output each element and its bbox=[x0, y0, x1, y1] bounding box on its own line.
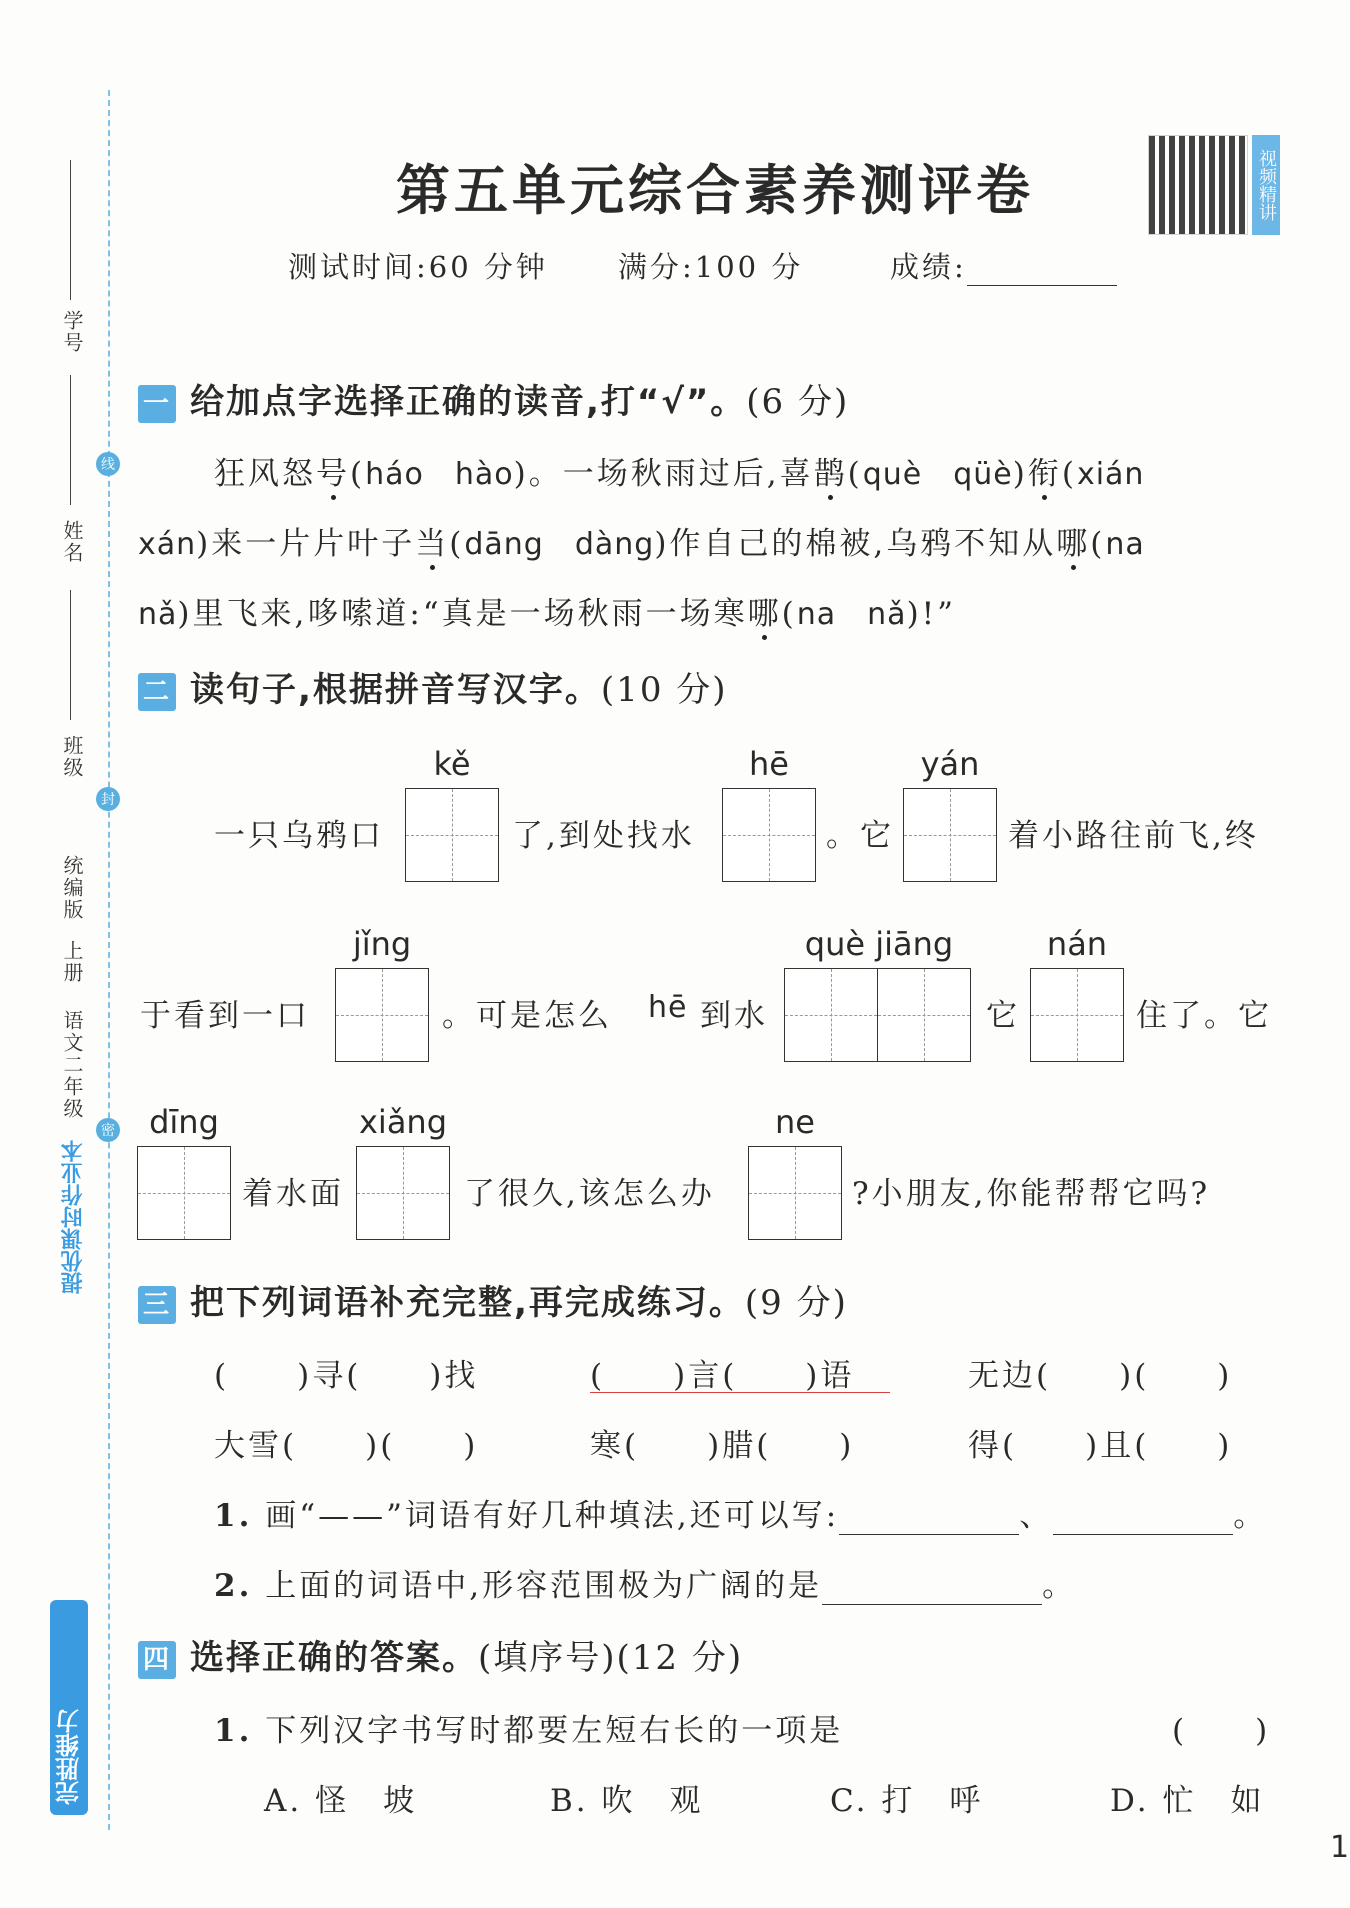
class-line-top bbox=[70, 590, 71, 720]
pinyin-he: hē bbox=[749, 745, 789, 783]
idiom-6[interactable]: 得( )且( ) bbox=[968, 1428, 1233, 1464]
pinyin-ne: ne bbox=[775, 1103, 815, 1141]
s2-text: 着小路往前飞,终 bbox=[1008, 818, 1259, 854]
s1-text: )。一场秋雨过后,喜 bbox=[513, 456, 814, 492]
s1-dotted-char: 鹊 bbox=[813, 456, 848, 492]
s1-dotted-char: 衔 bbox=[1027, 456, 1062, 492]
char-box-he[interactable] bbox=[722, 788, 816, 882]
s2-text: 到水 bbox=[700, 998, 768, 1034]
s1-pinyin-options[interactable]: nǎ bbox=[138, 597, 178, 632]
idiom-4[interactable]: 大雪( )( ) bbox=[214, 1428, 479, 1464]
name-label: 姓名 bbox=[60, 520, 84, 564]
s1-dotted-char: 当 bbox=[415, 526, 450, 562]
s2-text: 住了。它 bbox=[1136, 998, 1272, 1034]
s1-line-3 bbox=[138, 588, 956, 633]
s1-text: )来一片片叶子 bbox=[196, 526, 416, 562]
s1-paren: ( bbox=[1090, 526, 1106, 562]
s1-pinyin-options[interactable]: dāng dàng bbox=[464, 527, 655, 562]
seal-line-marker: 线 bbox=[96, 452, 120, 476]
qr-code[interactable] bbox=[1148, 135, 1248, 235]
section-3-number: 三 bbox=[138, 1286, 176, 1324]
s2-text: 。可是怎么 bbox=[442, 998, 612, 1034]
s3-q1-separator: 、 bbox=[1019, 1498, 1054, 1534]
s4-q1-text: 下列汉字书写时都要左短右长的一项是 bbox=[265, 1713, 844, 1749]
option-b[interactable]: B. 吹 观 bbox=[550, 1783, 704, 1819]
s3-question-1 bbox=[214, 1490, 1267, 1535]
s1-pinyin-options[interactable]: xán bbox=[138, 527, 197, 562]
char-box-ding[interactable] bbox=[137, 1146, 231, 1240]
char-box-jiang[interactable] bbox=[877, 968, 971, 1062]
binding-dashed-line bbox=[108, 90, 110, 1830]
section-3-heading bbox=[138, 1275, 848, 1324]
char-box-jing[interactable] bbox=[335, 968, 429, 1062]
s1-line-1 bbox=[214, 448, 1144, 493]
score-text: 成绩: bbox=[890, 250, 967, 284]
char-box-que[interactable] bbox=[784, 968, 878, 1062]
s3-q1-end: 。 bbox=[1233, 1498, 1268, 1534]
s3-q2-end: 。 bbox=[1042, 1568, 1077, 1604]
pinyin-yan: yán bbox=[920, 745, 980, 783]
s1-dotted-char: 哪 bbox=[1056, 526, 1091, 562]
pinyin-que-jiang: què jiāng bbox=[804, 925, 954, 963]
idiom-5[interactable]: 寒( )腊( ) bbox=[590, 1428, 855, 1464]
s2-text: 。它 bbox=[826, 818, 894, 854]
section-2-number: 二 bbox=[138, 673, 176, 711]
section-3-points: (9 分) bbox=[744, 1283, 848, 1323]
section-1-heading bbox=[138, 374, 849, 423]
section-4-title: 选择正确的答案。 bbox=[190, 1638, 478, 1678]
pinyin-ding: dīng bbox=[149, 1103, 219, 1141]
char-box-nan[interactable] bbox=[1030, 968, 1124, 1062]
score-label bbox=[890, 245, 1117, 286]
option-a[interactable]: A. 怪 坡 bbox=[264, 1783, 418, 1819]
page-number: 1 bbox=[1330, 1830, 1350, 1865]
s2-text: 着水面 bbox=[242, 1176, 344, 1212]
name-line-top bbox=[70, 375, 71, 505]
brand-logo: 完胜维力 bbox=[50, 1600, 88, 1815]
volume-label: 上册 bbox=[60, 940, 84, 984]
s1-paren: ( bbox=[1061, 456, 1077, 492]
section-2-heading bbox=[138, 662, 728, 711]
s2-text: 一只乌鸦口 bbox=[214, 818, 384, 854]
s3-question-2 bbox=[214, 1560, 1076, 1605]
section-1-number: 一 bbox=[138, 385, 176, 423]
edition-label: 统编版 bbox=[60, 855, 84, 921]
s1-paren: ( bbox=[449, 526, 465, 562]
char-box-xiang[interactable] bbox=[356, 1146, 450, 1240]
idiom-2-underline bbox=[590, 1392, 890, 1393]
s1-paren: ( bbox=[350, 456, 366, 492]
s4-q1-answer-paren[interactable]: ( ) bbox=[1172, 1713, 1271, 1749]
s1-text: 狂风怒 bbox=[214, 456, 316, 492]
page-title: 第五单元综合素养测评卷 bbox=[396, 158, 1034, 222]
section-4-points: (填序号)(12 分) bbox=[478, 1638, 744, 1678]
s1-paren: ( bbox=[847, 456, 863, 492]
section-3-title: 把下列词语补充完整,再完成练习。 bbox=[190, 1283, 745, 1323]
class-label: 班级 bbox=[60, 735, 84, 779]
s1-line-2 bbox=[138, 518, 1145, 563]
s2-text: 于看到一口 bbox=[140, 998, 310, 1034]
s1-dotted-char: 号 bbox=[316, 456, 350, 492]
pinyin-nan: nán bbox=[1046, 925, 1108, 963]
s1-pinyin-options[interactable]: xián bbox=[1076, 457, 1145, 492]
student-id-label: 学号 bbox=[60, 310, 84, 354]
s2-text: 了,到处找水 bbox=[512, 818, 695, 854]
score-blank[interactable] bbox=[967, 251, 1117, 286]
s3-q1-text: 画“——”词语有好几种填法,还可以写: bbox=[265, 1498, 840, 1534]
s3-q2-number: 2. bbox=[214, 1568, 253, 1604]
s1-pinyin-options[interactable]: háo hào bbox=[365, 457, 514, 492]
section-4-number: 四 bbox=[138, 1641, 176, 1679]
grade-label: 语文二年级 bbox=[60, 1010, 84, 1120]
section-4-heading bbox=[138, 1630, 743, 1679]
s3-q2-text: 上面的词语中,形容范围极为广阔的是 bbox=[265, 1568, 823, 1604]
s1-text: )作自己的棉被,乌鸦不知从 bbox=[654, 526, 1057, 562]
section-1-points: (6 分) bbox=[746, 382, 850, 422]
s4-q1-number: 1. bbox=[214, 1713, 253, 1749]
pinyin-xiang: xiǎng bbox=[358, 1103, 448, 1141]
seal-close-marker: 密 bbox=[96, 1118, 120, 1142]
char-box-ke[interactable] bbox=[405, 788, 499, 882]
s4-question-1 bbox=[214, 1705, 843, 1750]
s3-q1-number: 1. bbox=[214, 1498, 253, 1534]
char-box-yan[interactable] bbox=[903, 788, 997, 882]
char-box-ne[interactable] bbox=[748, 1146, 842, 1240]
video-explain-tag[interactable]: 视频精讲 bbox=[1252, 135, 1280, 235]
seal-seal-marker: 封 bbox=[96, 787, 120, 811]
idiom-1[interactable]: ( )寻( )找 bbox=[214, 1358, 479, 1394]
s1-text: )!” bbox=[906, 596, 956, 632]
test-time: 测试时间:60 分钟 bbox=[288, 250, 548, 284]
full-score: 满分:100 分 bbox=[618, 250, 804, 284]
s2-text: 了很久,该怎么办 bbox=[464, 1176, 715, 1212]
s2-inline-pinyin: hē bbox=[648, 990, 688, 1025]
option-c[interactable]: C. 打 呼 bbox=[830, 1783, 984, 1819]
s3-q1-blank-1[interactable] bbox=[839, 1500, 1019, 1535]
s1-paren: ) bbox=[1012, 456, 1028, 492]
section-2-points: (10 分) bbox=[600, 670, 728, 710]
idiom-2[interactable]: ( )言( )语 bbox=[590, 1358, 855, 1394]
s1-pinyin-options[interactable]: na nǎ bbox=[796, 597, 907, 632]
s3-q2-blank[interactable] bbox=[822, 1570, 1042, 1605]
section-2-title: 读句子,根据拼音写汉字。 bbox=[190, 670, 601, 710]
pinyin-ke: kě bbox=[433, 745, 471, 783]
s1-dotted-char: 哪 bbox=[747, 596, 782, 632]
section-1-title: 给加点字选择正确的读音,打“√”。 bbox=[190, 382, 747, 422]
brand-subtitle: 提优课时作业本 bbox=[61, 1140, 86, 1294]
pinyin-jing: jǐng bbox=[352, 925, 412, 963]
s1-text: )里飞来,哆嗦道:“真是一场秋雨一场寒 bbox=[177, 596, 748, 632]
idiom-3[interactable]: 无边( )( ) bbox=[968, 1358, 1233, 1394]
s1-pinyin-options[interactable]: na bbox=[1105, 527, 1145, 562]
option-d[interactable]: D. 忙 如 bbox=[1110, 1783, 1265, 1819]
s2-text: 它 bbox=[986, 998, 1020, 1034]
s3-q1-blank-2[interactable] bbox=[1053, 1500, 1233, 1535]
s2-text: ?小朋友,你能帮帮它吗? bbox=[852, 1176, 1211, 1212]
s1-pinyin-options[interactable]: què qüè bbox=[862, 457, 1013, 492]
s1-paren: ( bbox=[781, 596, 797, 632]
